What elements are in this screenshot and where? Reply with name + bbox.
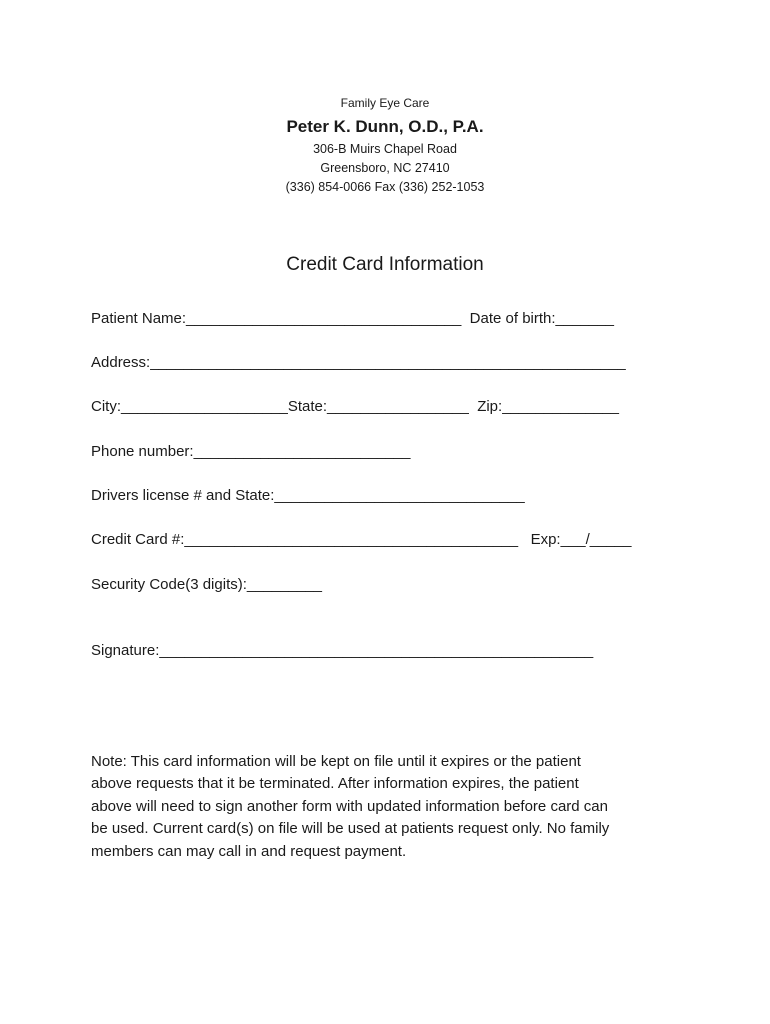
practice-name: Family Eye Care (340, 96, 430, 110)
form-title: Credit Card Information (286, 254, 484, 275)
phone-number-field[interactable]: Phone number:__________________________ (91, 443, 411, 460)
security-code-field[interactable]: Security Code(3 digits):_________ (91, 576, 322, 593)
address-field[interactable]: Address:_________________________________________________________ (91, 354, 626, 371)
letterhead (0, 94, 770, 197)
phone-fax: (336) 854-0066 Fax (336) 252-1053 (285, 180, 485, 194)
address-line-2: Greensboro, NC 27410 (320, 161, 450, 175)
drivers-license-field[interactable]: Drivers license # and State:______________________________ (91, 487, 525, 504)
credit-card-field[interactable]: Credit Card #:________________________________________ Exp:___/_____ (91, 531, 632, 548)
note-line: above requests that it be terminated. After information expires, the patient (91, 775, 579, 793)
signature-field[interactable]: Signature:____________________________________________________ (91, 642, 594, 659)
note-line: members can may call in and request payment. (91, 842, 407, 860)
note-line: be used. Current card(s) on file will be used at patients request only. No family (91, 820, 610, 838)
doctor-name: Peter K. Dunn, O.D., P.A. (286, 117, 484, 136)
note-line: Note: This card information will be kept on file until it expires or the patient (91, 753, 581, 770)
note-paragraph (91, 751, 681, 863)
address-line-1: 306-B Muirs Chapel Road (313, 142, 457, 156)
patient-name-field[interactable]: Patient Name:_________________________________ Date of birth:_______ (91, 310, 614, 327)
city-state-zip-field[interactable]: City:____________________State:_________________ Zip:______________ (91, 398, 619, 415)
note-line: above will need to sign another form with updated information before card can (91, 797, 608, 815)
